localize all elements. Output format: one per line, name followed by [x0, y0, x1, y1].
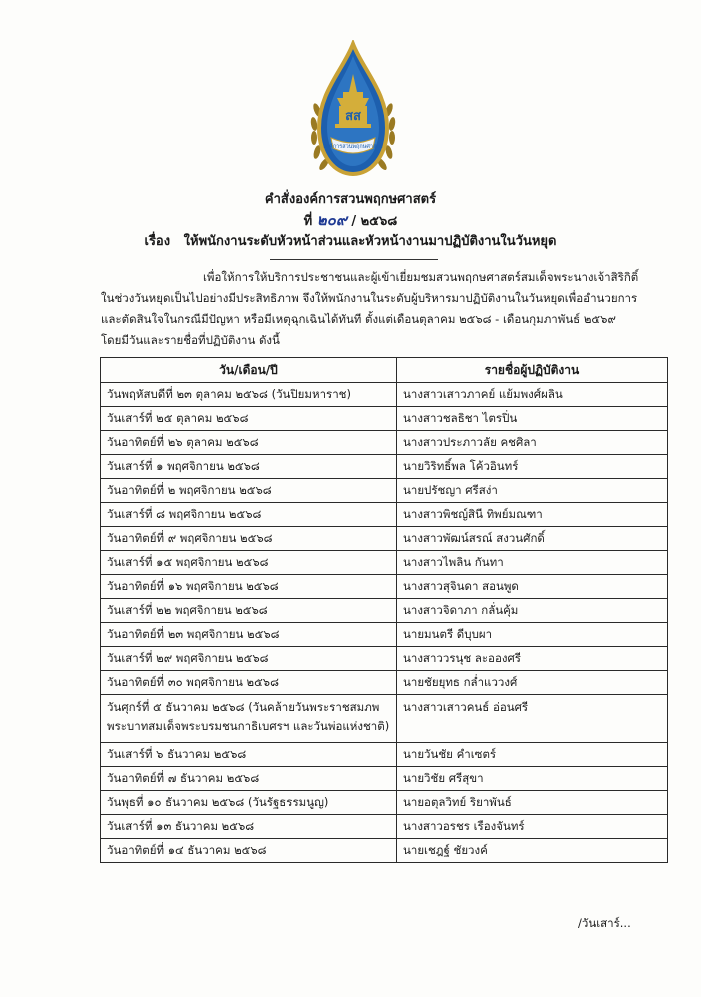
duty-date: วันเสาร์ที่ ๑๕ พฤศจิกายน ๒๕๖๘: [101, 551, 397, 575]
table-row: [101, 431, 668, 455]
body-line: ในช่วงวันหยุดเป็นไปอย่างมีประสิทธิภาพ จึงให้พนักงานในระดับผู้บริหารมาปฏิบัติงานในวันหยุดเพื่ออำนวยการ: [101, 291, 638, 305]
duty-person: นางสาวอรชร เรืองจันทร์: [397, 815, 668, 839]
divider-line: [270, 259, 438, 260]
duty-date: วันเสาร์ที่ ๒๒ พฤศจิกายน ๒๕๖๘: [101, 599, 397, 623]
svg-text:สส: สส: [345, 109, 361, 124]
duty-person: นางสาวพิชญ์สินี ทิพย์มณฑา: [397, 503, 668, 527]
table-row: [101, 839, 668, 863]
body-line: และตัดสินใจในกรณีมีปัญหา หรือมีเหตุฉุกเฉินได้ทันที ตั้งแต่เดือนตุลาคม ๒๕๖๘ - เดือนกุมภาพันธ์ ๒๕๖๙: [101, 312, 616, 326]
duty-person: นางสาวจิดาภา กลั่นคุ้ม: [397, 599, 668, 623]
organization-logo: [303, 40, 403, 188]
table-row: [101, 791, 668, 815]
order-title: คำสั่งองค์การสวนพฤกษศาสตร์: [264, 192, 437, 207]
table-header-row: [101, 358, 668, 383]
duty-date: วันศุกร์ที่ ๕ ธันวาคม ๒๕๖๘ (วันคล้ายวันพระราชสมภพ พระบาทสมเด็จพระบรมชนกาธิเบศรฯ และวันพ่อแห่งชาติ): [101, 695, 397, 743]
duty-person: นางสาววรนุช ละอองศรี: [397, 647, 668, 671]
duty-date: วันอาทิตย์ที่ ๑๔ ธันวาคม ๒๕๖๘: [101, 839, 397, 863]
column-header-name: รายชื่อผู้ปฏิบัติงาน: [397, 358, 668, 383]
table-row: [101, 503, 668, 527]
duty-date: วันอาทิตย์ที่ ๒ พฤศจิกายน ๒๕๖๘: [101, 479, 397, 503]
duty-person: นางสาวชลธิชา ไตรปิ่น: [397, 407, 668, 431]
continuation-note: /วันเสาร์...: [578, 916, 631, 930]
order-number-handwritten: ๒๐๙: [316, 211, 347, 229]
table-row: [101, 647, 668, 671]
table-row: [101, 767, 668, 791]
duty-date: วันเสาร์ที่ ๖ ธันวาคม ๒๕๖๘: [101, 743, 397, 767]
duty-person: นางสาวเสาวคนธ์ อ่อนศรี: [397, 695, 668, 743]
body-paragraph: [101, 267, 661, 351]
duty-person: นางสาวพัฒน์สรณ์ สงวนศักดิ์: [397, 527, 668, 551]
duty-date: วันอาทิตย์ที่ ๗ ธันวาคม ๒๕๖๘: [101, 767, 397, 791]
duty-person: นายวิชัย ศรีสุขา: [397, 767, 668, 791]
duty-date: วันเสาร์ที่ ๑ พฤศจิกายน ๒๕๖๘: [101, 455, 397, 479]
duty-person: นางสาวประภาวลัย คชศิลา: [397, 431, 668, 455]
table-row: [101, 575, 668, 599]
subject-label: เรื่อง: [144, 234, 171, 249]
table-row: [101, 599, 668, 623]
duty-date: วันอาทิตย์ที่ ๒๖ ตุลาคม ๒๕๖๘: [101, 431, 397, 455]
duty-person: นางสาวเสาวภาคย์ แย้มพงศ์ผลิน: [397, 383, 668, 407]
duty-person: นางสาวไพลิน กันทา: [397, 551, 668, 575]
table-row: [101, 743, 668, 767]
duty-date: วันเสาร์ที่ ๘ พฤศจิกายน ๒๕๖๘: [101, 503, 397, 527]
duty-person: นายมนตรี ดีบุบผา: [397, 623, 668, 647]
table-row: [101, 527, 668, 551]
order-number: [0, 208, 701, 232]
svg-text:องค์การสวนพฤกษศาสตร์: องค์การสวนพฤกษศาสตร์: [323, 144, 383, 150]
subject-text: ให้พนักงานระดับหัวหน้าส่วนและหัวหน้างานมาปฏิบัติงานในวันหยุด: [183, 234, 557, 249]
duty-person: นางสาวสุจินดา สอนพูด: [397, 575, 668, 599]
table-row: [101, 479, 668, 503]
duty-date: วันอาทิตย์ที่ ๒๓ พฤศจิกายน ๒๕๖๘: [101, 623, 397, 647]
table-row: [101, 671, 668, 695]
duty-person: นายชัยยุทธ กล่ำแววงศ์: [397, 671, 668, 695]
duty-date: วันเสาร์ที่ ๑๓ ธันวาคม ๒๕๖๘: [101, 815, 397, 839]
body-line: โดยมีวันและรายชื่อที่ปฏิบัติงาน ดังนี้: [101, 333, 280, 347]
duty-date: วันเสาร์ที่ ๒๙ พฤศจิกายน ๒๕๖๘: [101, 647, 397, 671]
duty-person: นายปรัชญา ศรีสง่า: [397, 479, 668, 503]
order-subject: [0, 230, 701, 251]
duty-date: วันเสาร์ที่ ๒๕ ตุลาคม ๒๕๖๘: [101, 407, 397, 431]
order-number-prefix: ที่: [303, 214, 313, 229]
duty-date: วันพฤหัสบดีที่ ๒๓ ตุลาคม ๒๕๖๘ (วันปิยมหาราช): [101, 383, 397, 407]
duty-person: นายวันชัย คำเซตร์: [397, 743, 668, 767]
duty-person: นายวิริทธิ์พล โค้วอินทร์: [397, 455, 668, 479]
duty-date: วันอาทิตย์ที่ ๙ พฤศจิกายน ๒๕๖๘: [101, 527, 397, 551]
table-row: [101, 455, 668, 479]
table-row: [101, 383, 668, 407]
duty-person: นายเชฎฐ์ ชัยวงค์: [397, 839, 668, 863]
table-row: [101, 551, 668, 575]
duty-person: นายอตุลวิทย์ ริยาพันธ์: [397, 791, 668, 815]
duty-schedule-table: [100, 357, 668, 863]
table-row: [101, 407, 668, 431]
body-line: เพื่อให้การให้บริการประชาชนและผู้เข้าเยี่ยมชมสวนพฤกษศาสตร์สมเด็จพระนางเจ้าสิริกิติ์: [203, 270, 639, 284]
duty-date: วันอาทิตย์ที่ ๓๐ พฤศจิกายน ๒๕๖๘: [101, 671, 397, 695]
order-number-year: / ๒๕๖๘: [351, 214, 398, 229]
duty-date: วันอาทิตย์ที่ ๑๖ พฤศจิกายน ๒๕๖๘: [101, 575, 397, 599]
table-row: [101, 815, 668, 839]
table-row: [101, 695, 668, 743]
duty-date: วันพุธที่ ๑๐ ธันวาคม ๒๕๖๘ (วันรัฐธรรมนูญ): [101, 791, 397, 815]
column-header-date: วัน/เดือน/ปี: [101, 358, 397, 383]
table-row: [101, 623, 668, 647]
